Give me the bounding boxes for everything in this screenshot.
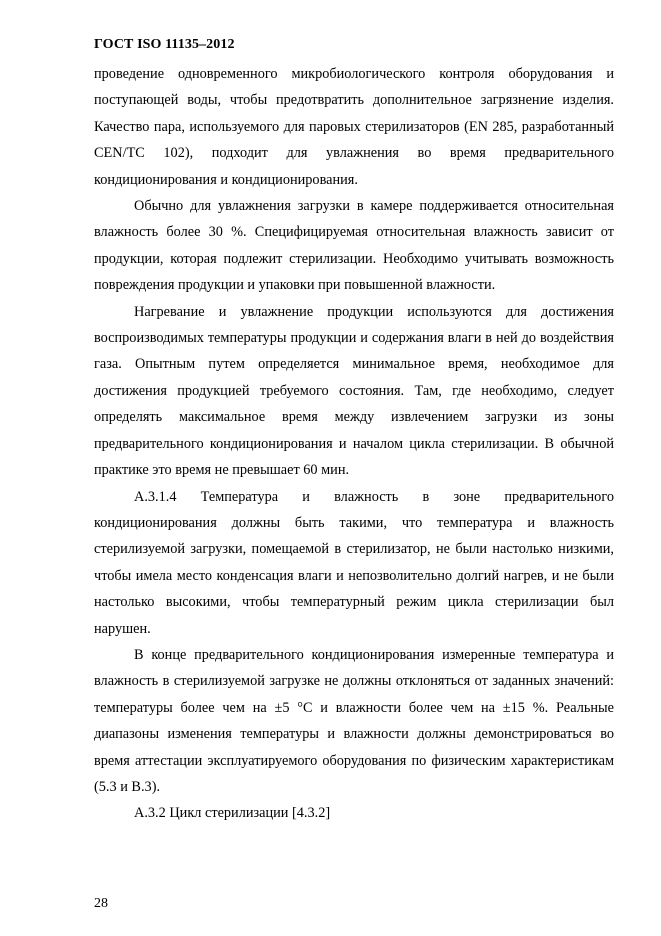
paragraph-humidity: Обычно для увлажнения загрузки в камере поддерживается относительная влажность более 30 %. Специфицируемая относительная влажность зависит от продукции, которая подлежит стерилизации. Необходимо учитывать возможность повреждения продукции и упаковки при повышенной влажности. bbox=[94, 198, 614, 294]
paragraph-heating: Нагревание и увлажнение продукции используются для достижения воспроизводимых температуры продукции и содержания влаги в ней до воздействия газа. Опытным путем определяется минимальное время, необходимое для достижения продукцией требуемого состояния. Там, где необходимо, следует определять максимальное время между извлечением загрузки из зоны предварительного кондиционирования и началом цикла стерилизации. В обычной практике это время не превышает 60 мин. bbox=[94, 303, 614, 479]
paragraph-continuation: проведение одновременного микробиологического контроля оборудования и поступающей воды, чтобы предотвратить дополнительное загрязнение изделия. Качество пара, используемого для паровых стерилизаторов (EN 285, разработанный CEN/TC 102), подходит для увлажнения во время предварительного кондиционирования и кондиционирования. bbox=[94, 66, 614, 188]
page-number: 28 bbox=[94, 896, 108, 911]
section-heading-a3-2: А.3.2 Цикл стерилизации [4.3.2] bbox=[134, 805, 331, 822]
paragraph-end-of-conditioning: В конце предварительного кондиционирования измеренные температура и влажность в стерилизуемой загрузке не должны отклоняться от заданных значений: температуры более чем на ±5 °С и влажности более чем на ±15 %. Реальные диапазоны изменения температуры и влажности должны демонстрироваться во время аттестации эксплуатируемого оборудования по физическим характеристикам (5.3 и В.3). bbox=[94, 646, 614, 795]
document-header: ГОСТ ISO 11135–2012 bbox=[94, 37, 235, 52]
document-body bbox=[94, 61, 614, 827]
paragraph-a3-1-4: А.3.1.4 Температура и влажность в зоне предварительного кондиционирования должны быть такими, что температура и влажность стерилизуемой загрузки, помещаемой в стерилизатор, не были настолько низкими, чтобы имела место конденсация влаги и непозволительно долгий нагрев, и не были настолько высокими, чтобы температурный режим цикла стерилизации был нарушен. bbox=[94, 488, 614, 637]
